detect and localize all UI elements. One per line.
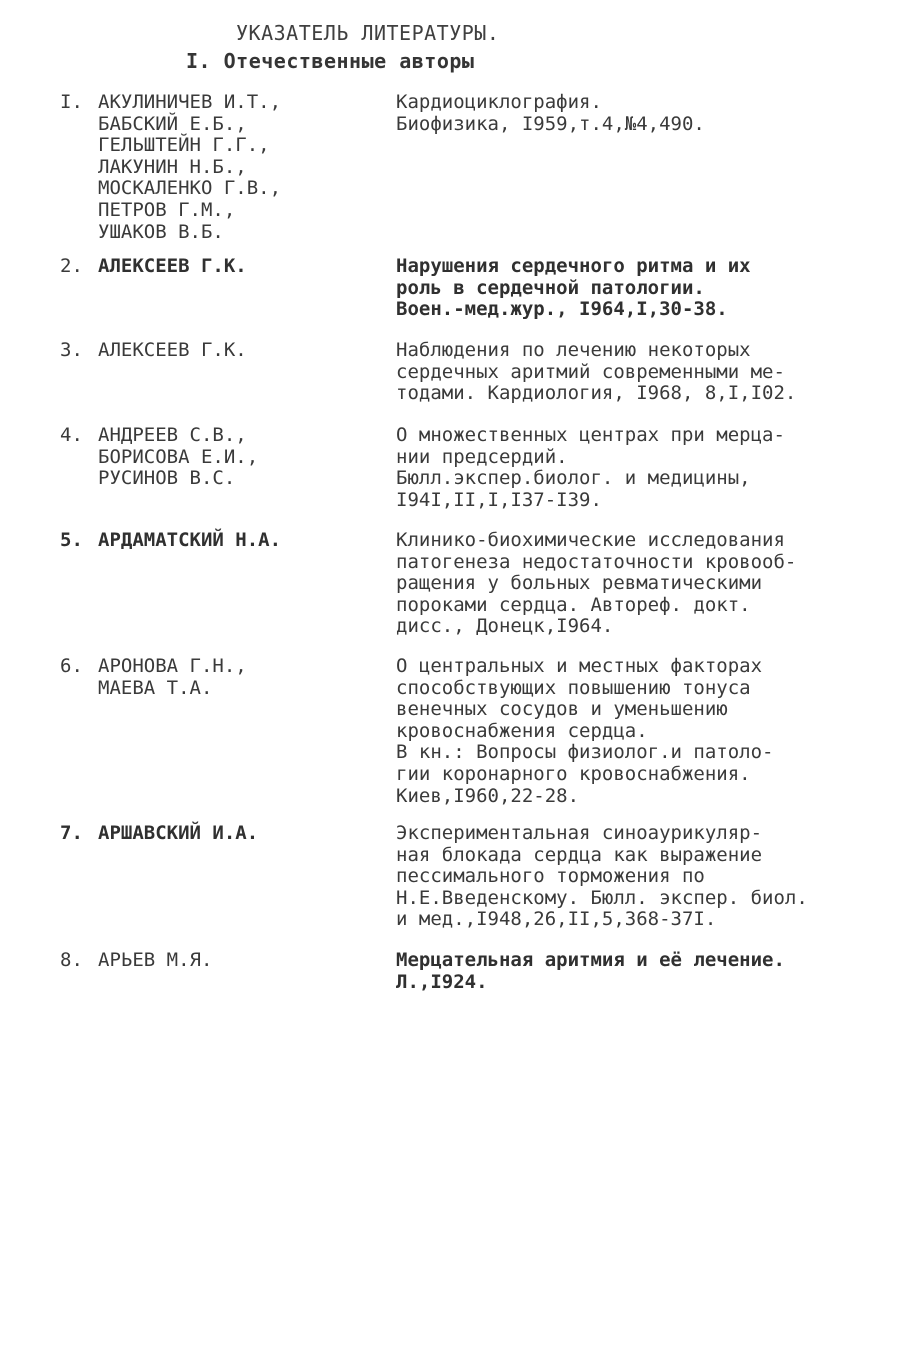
author-name: МОСКАЛЕНКО Г.В., [98, 177, 282, 200]
reference-number: 7. [60, 822, 83, 844]
work-line: дисс., Донецк,I964. [396, 615, 614, 638]
work-line: Н.Е.Введенскому. Бюлл. экспер. биол. [396, 886, 808, 909]
author-name: БАБСКИЙ Е.Б., [98, 112, 247, 135]
work-line: О множественных центрах при мерца- [396, 424, 785, 446]
author-name: ЛАКУНИН Н.Б., [98, 155, 247, 178]
reference-authors [98, 823, 258, 845]
reference-number: 4. [60, 424, 83, 446]
reference-work [396, 530, 796, 638]
work-line: Экспериментальная синоаурикуляр- [396, 822, 763, 844]
reference-authors [98, 656, 247, 699]
work-line: пессимального торможения по [396, 865, 705, 888]
author-name: МАЕВА Т.А. [98, 676, 213, 699]
reference-authors [98, 256, 247, 278]
work-line: Клинико-биохимические исследования [396, 529, 785, 551]
work-line: Л.,I924. [396, 970, 488, 993]
work-line: гии коронарного кровоснабжения. [396, 762, 751, 785]
author-name: АРДАМАТСКИЙ Н.А. [98, 529, 282, 551]
work-line: сердечных аритмий современными ме- [396, 360, 785, 383]
reference-work [396, 656, 774, 807]
author-name: АЛЕКСЕЕВ Г.К. [98, 339, 247, 361]
author-name: ПЕТРОВ Г.М., [98, 198, 236, 221]
work-line: способствующих повышению тонуса [396, 676, 751, 699]
work-line: патогенеза недостаточности кровооб- [396, 550, 797, 573]
author-name: РУСИНОВ В.С. [98, 467, 236, 490]
work-line: Киев,I960,22-28. [396, 784, 580, 807]
reference-number: 6. [60, 655, 83, 677]
reference-number: 8. [60, 949, 83, 971]
reference-work [396, 425, 785, 511]
work-line: нии предсердий. [396, 445, 568, 468]
work-line: Мерцательная аритмия и её лечение. [396, 949, 785, 971]
work-line: Кардиоциклография. [396, 91, 602, 113]
author-name: БОРИСОВА Е.И., [98, 445, 259, 468]
work-line: I94I,II,I,I37-I39. [396, 488, 602, 511]
reference-number: 2. [60, 255, 83, 277]
section-heading: I. Отечественные авторы [186, 49, 475, 73]
reference-authors [98, 530, 281, 552]
work-line: Бюлл.экспер.биолог. и медицины, [396, 467, 751, 490]
work-line: тодами. Кардиология, I968, 8,I,I02. [396, 382, 797, 405]
work-line: О центральных и местных факторах [396, 655, 763, 677]
author-name: ГЕЛЬШТЕЙН Г.Г., [98, 134, 270, 157]
work-line: пороками сердца. Автореф. докт. [396, 593, 751, 616]
author-name: АЛЕКСЕЕВ Г.К. [98, 255, 247, 277]
reference-number: 5. [60, 529, 83, 551]
reference-number: 3. [60, 339, 83, 361]
reference-work [396, 823, 808, 931]
reference-work [396, 92, 705, 135]
work-line: В кн.: Вопросы физиолог.и патоло- [396, 741, 774, 764]
author-name: АРОНОВА Г.Н., [98, 655, 247, 677]
work-line: Биофизика, I959,т.4,№4,490. [396, 112, 705, 135]
work-line: роль в сердечной патологии. [396, 276, 705, 299]
reference-work [396, 256, 751, 321]
author-name: УШАКОВ В.Б. [98, 220, 224, 243]
work-line: венечных сосудов и уменьшению [396, 698, 728, 721]
author-name: АРЬЕВ М.Я. [98, 949, 213, 971]
work-line: ная блокада сердца как выражение [396, 843, 763, 866]
work-line: ращения у больных ревматическими [396, 572, 763, 595]
work-line: Наблюдения по лечению некоторых [396, 339, 751, 361]
reference-authors [98, 950, 212, 972]
work-line: и мед.,I948,26,II,5,368-37I. [396, 908, 717, 931]
author-name: АНДРЕЕВ С.В., [98, 424, 247, 446]
work-line: Воен.-мед.жур., I964,I,30-38. [396, 298, 728, 321]
reference-authors [98, 425, 258, 490]
work-line: кровоснабжения сердца. [396, 719, 648, 742]
reference-number: I. [60, 91, 83, 113]
document-title: УКАЗАТЕЛЬ ЛИТЕРАТУРЫ. [236, 21, 500, 45]
reference-work [396, 340, 796, 405]
author-name: АКУЛИНИЧЕВ И.Т., [98, 91, 282, 113]
reference-work [396, 950, 785, 993]
reference-authors [98, 92, 281, 243]
author-name: АРШАВСКИЙ И.А. [98, 822, 259, 844]
reference-authors [98, 340, 247, 362]
work-line: Нарушения сердечного ритма и их [396, 255, 751, 277]
